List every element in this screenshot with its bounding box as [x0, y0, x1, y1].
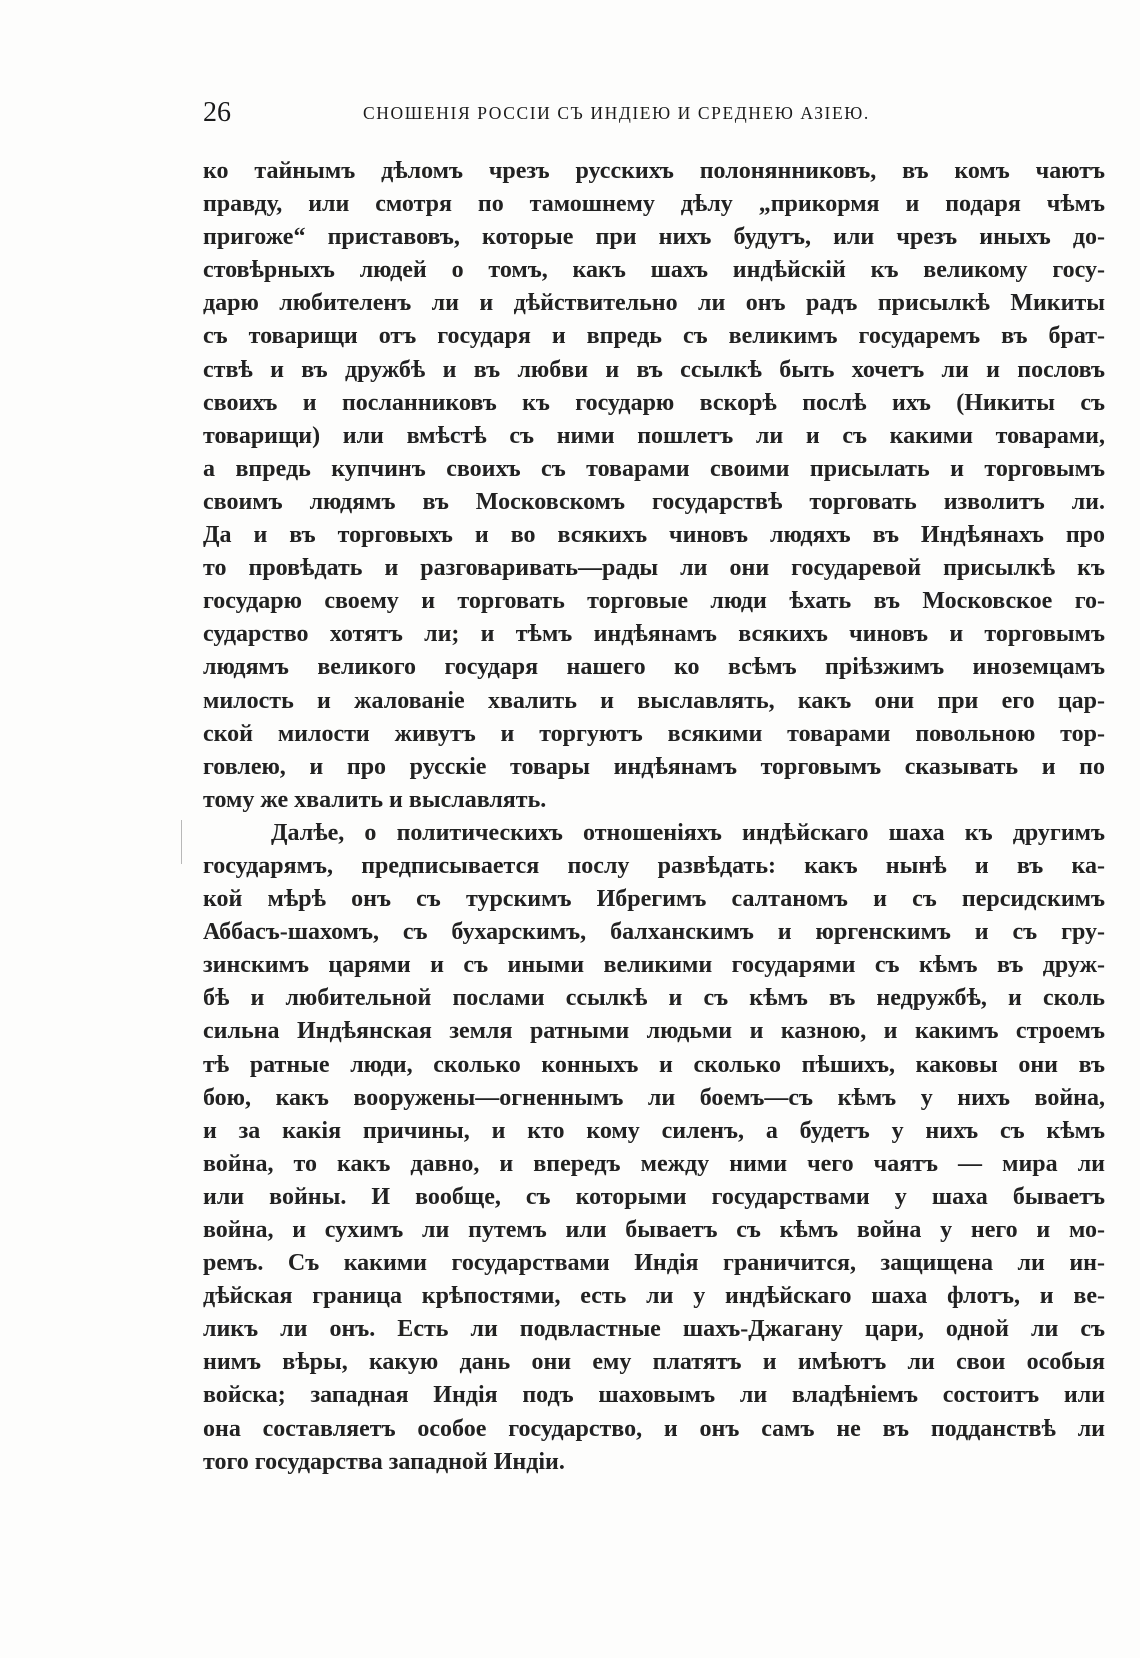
text-line: сильна Индѣянская земля ратными людьми и казною, и какимъ строемъ	[203, 1018, 1105, 1045]
body-text	[203, 155, 1105, 1479]
text-line: милость и жалованіе хвалить и выславлять, какъ они при его цар-	[203, 687, 1105, 714]
text-line: своимъ людямъ въ Московскомъ государствѣ торговать изволитъ ли.	[203, 488, 1105, 515]
text-line: ремъ. Съ какими государствами Индія граничится, защищена ли ин-	[203, 1250, 1105, 1277]
text-line: ликъ ли онъ. Есть ли подвластные шахъ-Джагану цари, одной ли съ	[203, 1316, 1105, 1343]
text-line: война, то какъ давно, и впередъ между ними чего чаятъ — мира ли	[203, 1150, 1105, 1177]
text-line: людямъ великого государя нашего ко всѣмъ пріѣзжимъ иноземцамъ	[203, 654, 1105, 681]
text-line: государю своему и торговать торговые люди ѣхать въ Московское го-	[203, 588, 1105, 615]
text-line: и за какія причины, и кто кому силенъ, а будетъ у нихъ съ кѣмъ	[203, 1117, 1105, 1144]
text-line: а впредь купчинъ своихъ съ товарами своими присылать и торговымъ	[203, 455, 1105, 482]
text-line: товарищи) или вмѣстѣ съ ними пошлетъ ли и съ какими товарами,	[203, 422, 1105, 449]
text-line: стовѣрныхъ людей о томъ, какъ шахъ индѣйскій къ великому госу-	[203, 257, 1105, 284]
text-line: правду, или смотря по тамошнему дѣлу „прикормя и подаря чѣмъ	[203, 191, 1105, 218]
text-line: сударство хотятъ ли; и тѣмъ индѣянамъ всякихъ чиновъ и торговымъ	[203, 621, 1105, 648]
text-line: зинскимъ царями и съ иными великими государями съ кѣмъ въ друж-	[203, 952, 1105, 979]
text-line: того государства западной Индіи.	[203, 1448, 565, 1475]
text-line: Аббасъ-шахомъ, съ бухарскимъ, балханскимъ и юргенскимъ и съ гру-	[203, 919, 1105, 946]
text-line: она составляетъ особое государство, и онъ самъ не въ подданствѣ ли	[203, 1415, 1105, 1442]
text-line: ской милости живутъ и торгуютъ всякими товарами повольною тор-	[203, 720, 1105, 747]
text-line: говлею, и про русскіе товары индѣянамъ торговымъ сказывать и по	[203, 753, 1105, 780]
text-line: дѣйская граница крѣпостями, есть ли у индѣйскаго шаха флотъ, и ве-	[203, 1283, 1105, 1310]
text-line: войска; западная Индія подъ шаховымъ ли владѣніемъ состоитъ или	[203, 1382, 1105, 1409]
text-line: пригоже“ приставовъ, которые при нихъ будутъ, или чрезъ иныхъ до-	[203, 224, 1105, 251]
text-line: кой мѣрѣ онъ съ турскимъ Ибрегимъ салтаномъ и съ персидскимъ	[203, 886, 1105, 913]
text-line: ствѣ и въ дружбѣ и въ любви и въ ссылкѣ быть хочетъ ли и пословъ	[203, 356, 1105, 383]
text-line: бѣ и любительной послами ссылкѣ и съ кѣмъ въ недружбѣ, и сколь	[203, 985, 1105, 1012]
text-line: тому же хвалить и выславлять.	[203, 786, 547, 813]
text-line: тѣ ратные люди, сколько конныхъ и сколько пѣшихъ, каковы они въ	[203, 1051, 1105, 1078]
text-line: ко тайнымъ дѣломъ чрезъ русскихъ полонянниковъ, въ комъ чаютъ	[203, 158, 1105, 184]
page-number: 26	[203, 97, 231, 128]
text-line: или войны. И вообще, съ которыми государствами у шаха бываетъ	[203, 1183, 1105, 1210]
text-line: нимъ вѣры, какую дань они ему платятъ и имѣютъ ли свои особыя	[203, 1349, 1105, 1376]
paragraph-first-line: Далѣе, о политическихъ отношеніяхъ индѣйскаго шаха къ другимъ	[271, 819, 1105, 846]
text-line: то провѣдать и разговаривать—рады ли они государевой присылкѣ къ	[203, 555, 1105, 582]
margin-mark	[181, 820, 182, 864]
text-line: война, и сухимъ ли путемъ или бываетъ съ кѣмъ война у него и мо-	[203, 1217, 1105, 1243]
running-head: СНОШЕНІЯ РОССІИ СЪ ИНДІЕЮ И СРЕДНЕЮ АЗІЕЮ.	[363, 103, 870, 123]
text-line: своихъ и посланниковъ къ государю вскорѣ послѣ ихъ (Никиты съ	[203, 389, 1105, 416]
text-line: государямъ, предписывается послу развѣдать: какъ нынѣ и въ ка-	[203, 852, 1105, 879]
text-line: бою, какъ вооружены—огненнымъ ли боемъ—съ кѣмъ у нихъ война,	[203, 1084, 1105, 1111]
text-line: съ товарищи отъ государя и впредь съ великимъ государемъ въ брат-	[203, 323, 1105, 350]
text-line: Да и въ торговыхъ и во всякихъ чиновъ людяхъ въ Индѣянахъ про	[203, 522, 1105, 549]
text-line: дарю любителенъ ли и дѣйствительно ли онъ радъ присылкѣ Микиты	[203, 290, 1105, 317]
page-header	[203, 96, 1105, 130]
